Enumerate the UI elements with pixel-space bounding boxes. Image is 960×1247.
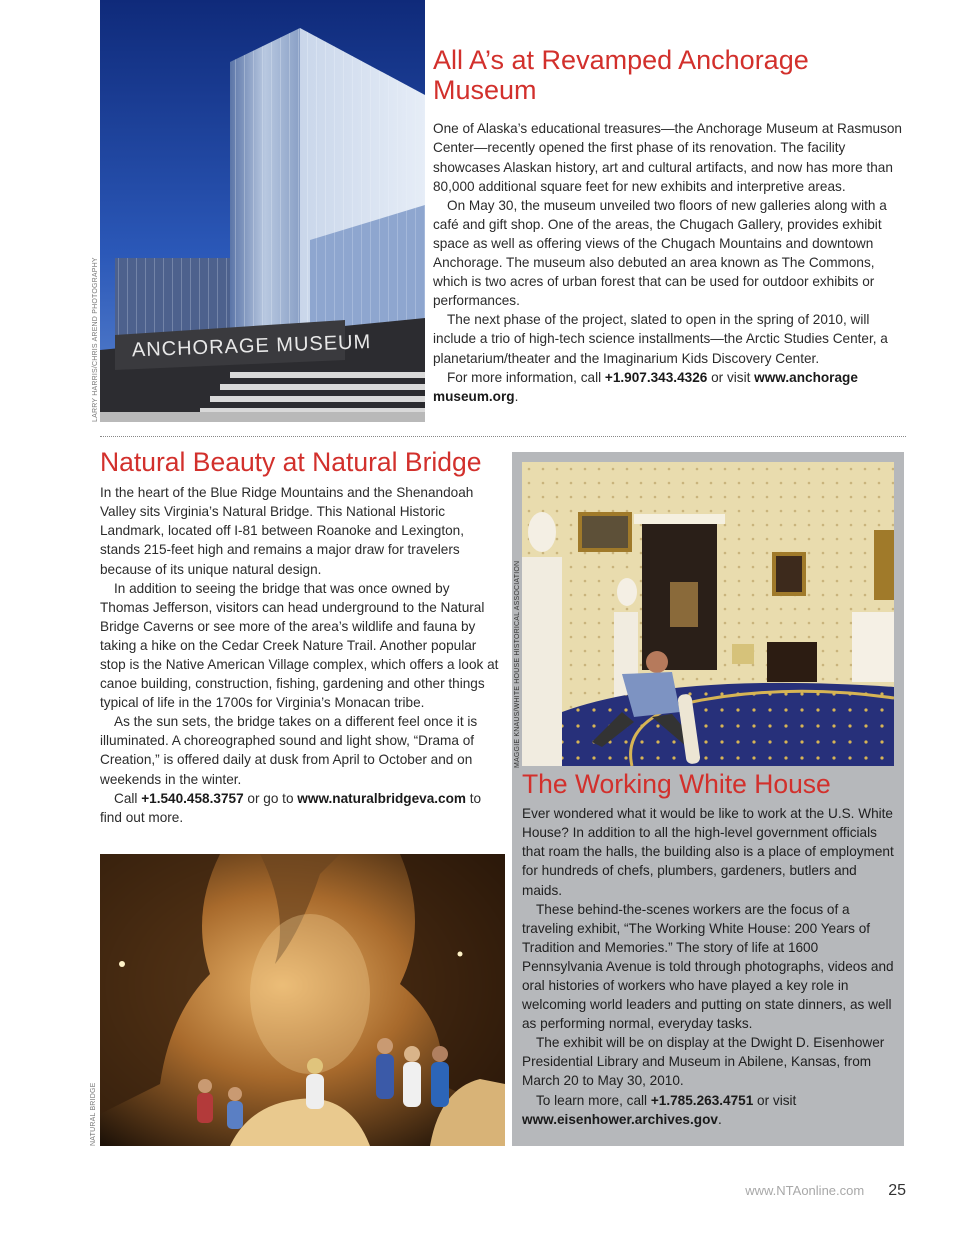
photo-credit-natural-bridge: NATURAL BRIDGE (90, 1082, 97, 1146)
white-house-paragraph: Ever wondered what it would be like to work at the U.S. White House? In addition to all the high-level government officials that roam the halls, the building also is a place of employment for hundreds of chefs, plumbers, gardeners, butlers and maids. (522, 806, 894, 898)
anchorage-museum-photo (100, 0, 425, 422)
contact-text: or go to (243, 790, 298, 806)
white-house-phone: +1.785.263.4751 (650, 1092, 754, 1108)
page-number: 25 (888, 1182, 906, 1199)
contact-text: . (514, 388, 519, 404)
natural-bridge-paragraph: In the heart of the Blue Ridge Mountains and the Shenandoah Valley sits Virginia’s Natural Bridge. This National Historic Landmark, located off I-81 between Roanoke and Lexington, stands 215-feet high and remains a major draw for travelers because of its unique natural design. (100, 485, 474, 577)
anchorage-paragraph: One of Alaska’s educational treasures—the Anchorage Museum at Rasmuson Center—recently opened the first phase of its renovation. The facility showcases Alaskan history, art and cultural artifacts, and now has more than 80,000 additional square feet for new exhibits and interpretive areas. (433, 121, 902, 194)
white-house-contact (522, 1091, 894, 1129)
natural-bridge-caverns-photo (100, 854, 505, 1146)
white-house-paragraph: The exhibit will be on display at the Dwight D. Eisenhower Presidential Library and Museum in Abilene, Kansas, from March 20 to May 30, 2010. (522, 1035, 885, 1089)
anchorage-phone: +1.907.343.4326 (604, 369, 708, 385)
contact-text: To learn more, call (536, 1092, 651, 1108)
anchorage-article (433, 46, 908, 406)
natural-bridge-contact (100, 789, 500, 827)
natural-bridge-article (100, 448, 500, 827)
white-house-paragraph: These behind-the-scenes workers are the focus of a traveling exhibit, “The Working White House: 200 Years of Tradition and Memories.” The story of life at 1600 Pennsylvania Avenue is told through photographs, videos and oral histories of workers who have played a key role in welcoming world leaders and putting on state dinners, as well as performing normal, everyday tasks. (522, 901, 894, 1032)
anchorage-headline: All A’s at Revamped Anchorage Museum (433, 45, 809, 105)
white-house-room-illustration (522, 462, 894, 766)
photo-credit-white-house: MAGGIE KNAUS/WHITE HOUSE HISTORICAL ASSOCIATION (514, 560, 521, 768)
white-house-article (522, 770, 894, 1129)
caverns-illustration (100, 854, 505, 1146)
white-house-headline: The Working White House (522, 769, 831, 799)
page-footer (745, 1182, 906, 1200)
white-house-url-link[interactable]: www.eisenhower.archives.gov (522, 1111, 718, 1127)
natural-bridge-url-link[interactable]: www.naturalbridgeva.com (297, 790, 466, 806)
contact-text: or visit (707, 369, 755, 385)
section-divider (100, 436, 906, 437)
anchorage-contact (433, 368, 908, 406)
footer-website-link[interactable]: www.NTAonline.com (745, 1183, 865, 1198)
anchorage-paragraph: On May 30, the museum unveiled two floors of new galleries along with a café and gift shop. One of the areas, the Chugach Gallery, provides exhibit space as well as offering views of the Chugach Mountains and downtown Anchorage. The museum also debuted an area known as The Commons, which is two acres of urban forest that can be used for outdoor exhibits or performances. (433, 197, 887, 309)
anchorage-museum-illustration (100, 0, 425, 422)
contact-text: For more information, call (447, 369, 605, 385)
anchorage-sign-text: ANCHORAGE MUSEUM (131, 331, 372, 362)
natural-bridge-phone: +1.540.458.3757 (141, 790, 244, 806)
contact-text: . (717, 1111, 722, 1127)
white-house-photo (522, 462, 894, 766)
photo-credit-anchorage: LARRY HARRIS/CHRIS AREND PHOTOGRAPHY (92, 257, 99, 422)
anchorage-url-link[interactable]: www.anchorage museum.org (433, 369, 858, 404)
natural-bridge-paragraph: As the sun sets, the bridge takes on a different feel once it is illuminated. A choreographed sound and light show, “Drama of Creation,” is offered daily at dusk from April to October and on weekends in the winter. (100, 714, 478, 787)
white-house-sidebar (512, 452, 904, 1146)
natural-bridge-headline: Natural Beauty at Natural Bridge (100, 447, 482, 477)
contact-text: to find out more. (100, 790, 482, 825)
contact-text: or visit (753, 1092, 797, 1108)
anchorage-paragraph: The next phase of the project, slated to open in the spring of 2010, will include a trio of high-tech science installments—the Arctic Studies Center, a planetarium/theater and the Imaginarium Kids Discovery Center. (433, 312, 888, 366)
contact-text: Call (114, 790, 142, 806)
natural-bridge-paragraph: In addition to seeing the bridge that was once owned by Thomas Jefferson, visitors can head underground to the Natural Bridge Caverns or see more of the area’s wildlife and fauna by taking a hike on the Cedar Creek Nature Trail. Another popular stop is the Native American Village complex, which offers a look at canoe building, construction, fishing, gardening and other things typical of life in the 1700s for Virginia’s Monacan tribe. (100, 580, 499, 711)
